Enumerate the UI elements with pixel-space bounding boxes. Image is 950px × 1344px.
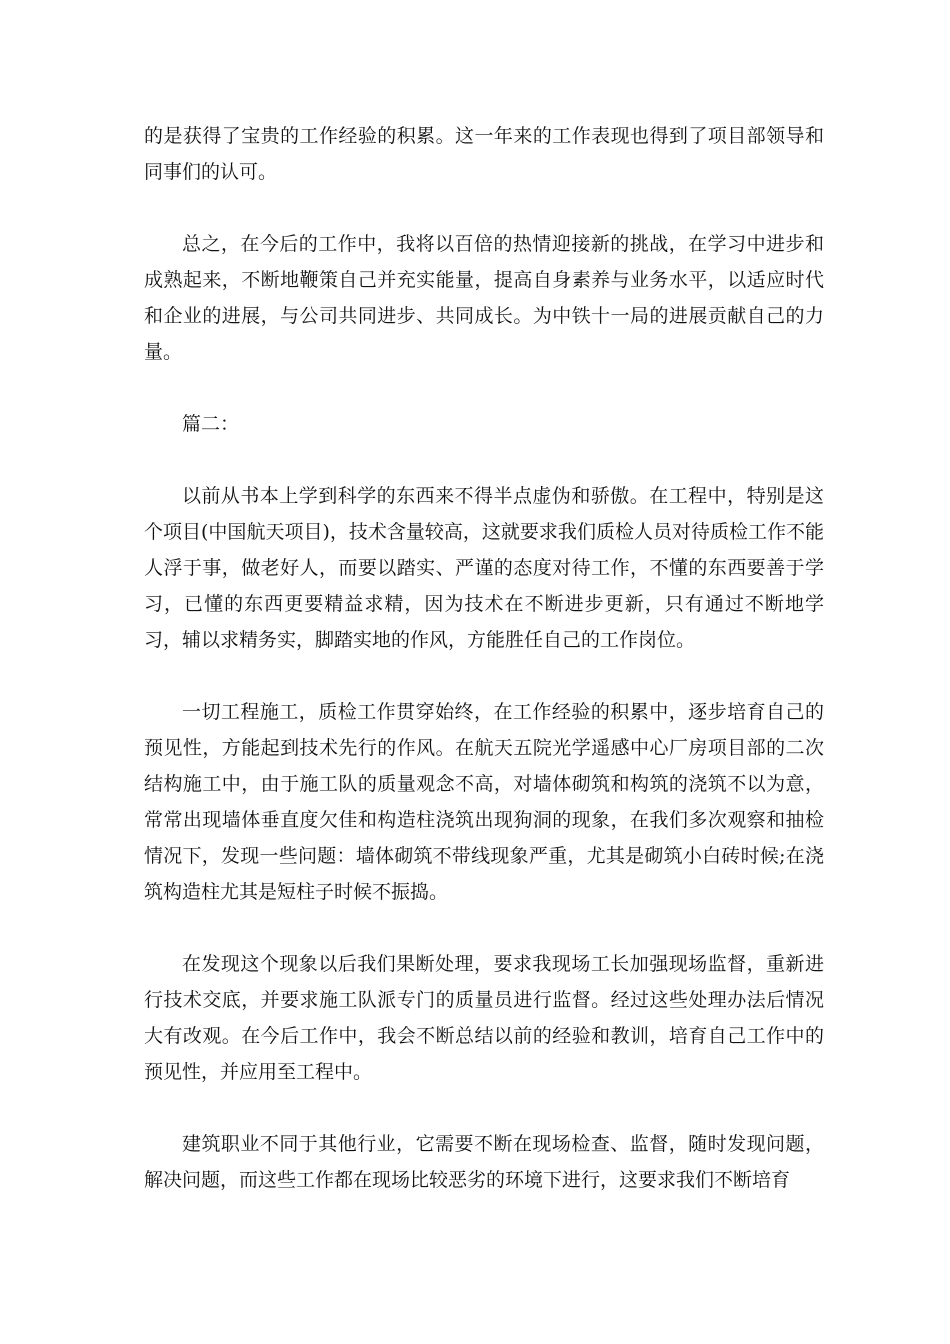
paragraph-conclusion: 总之，在今后的工作中，我将以百倍的热情迎接新的挑战，在学习中进步和成熟起来，不断地鞭策自己并充实能量，提高自身素养与业务水平，以适应时代和企业的进展，与公司共同进步、共同成长。为中铁十一局的进展贡献自己的力量。 xyxy=(144,233,824,363)
section-heading-part-two: 篇二： xyxy=(182,413,240,435)
document-page xyxy=(144,118,824,1198)
paragraph-continuation: 的是获得了宝贵的工作经验的积累。这一年来的工作表现也得到了项目部领导和同事们的认可。 xyxy=(144,125,824,183)
paragraph-construction-profession: 建筑职业不同于其他行业，它需要不断在现场检查、监督，随时发现问题，解决问题，而这些工作都在现场比较恶劣的环境下进行，这要求我们不断培育 xyxy=(144,1133,824,1191)
paragraph-quality-inspection: 一切工程施工，质检工作贯穿始终，在工作经验的积累中，逐步培育自己的预见性，方能起到技术先行的作风。在航天五院光学遥感中心厂房项目部的二次结构施工中，由于施工队的质量观念不高，对墙体砌筑和构筑的浇筑不以为意，常常出现墙体垂直度欠佳和构造柱浇筑出现狗洞的现象，在我们多次观察和抽检情况下，发现一些问题：墙体砌筑不带线现象严重，尤其是砌筑小白砖时候;在浇筑构造柱尤其是短柱子时候不振捣。 xyxy=(144,701,824,903)
paragraph-learning: 以前从书本上学到科学的东西来不得半点虚伪和骄傲。在工程中，特别是这个项目(中国航天项目)，技术含量较高，这就要求我们质检人员对待质检工作不能人浮于事，做老好人，而要以踏实、严谨的态度对待工作，不懂的东西要善于学习，已懂的东西更要精益求精，因为技术在不断进步更新，只有通过不断地学习，辅以求精务实，脚踏实地的作风，方能胜任自己的工作岗位。 xyxy=(144,485,824,651)
paragraph-corrective-action: 在发现这个现象以后我们果断处理，要求我现场工长加强现场监督，重新进行技术交底，并要求施工队派专门的质量员进行监督。经过这些处理办法后情况大有改观。在今后工作中，我会不断总结以前的经验和教训，培育自己工作中的预见性，并应用至工程中。 xyxy=(144,953,824,1083)
